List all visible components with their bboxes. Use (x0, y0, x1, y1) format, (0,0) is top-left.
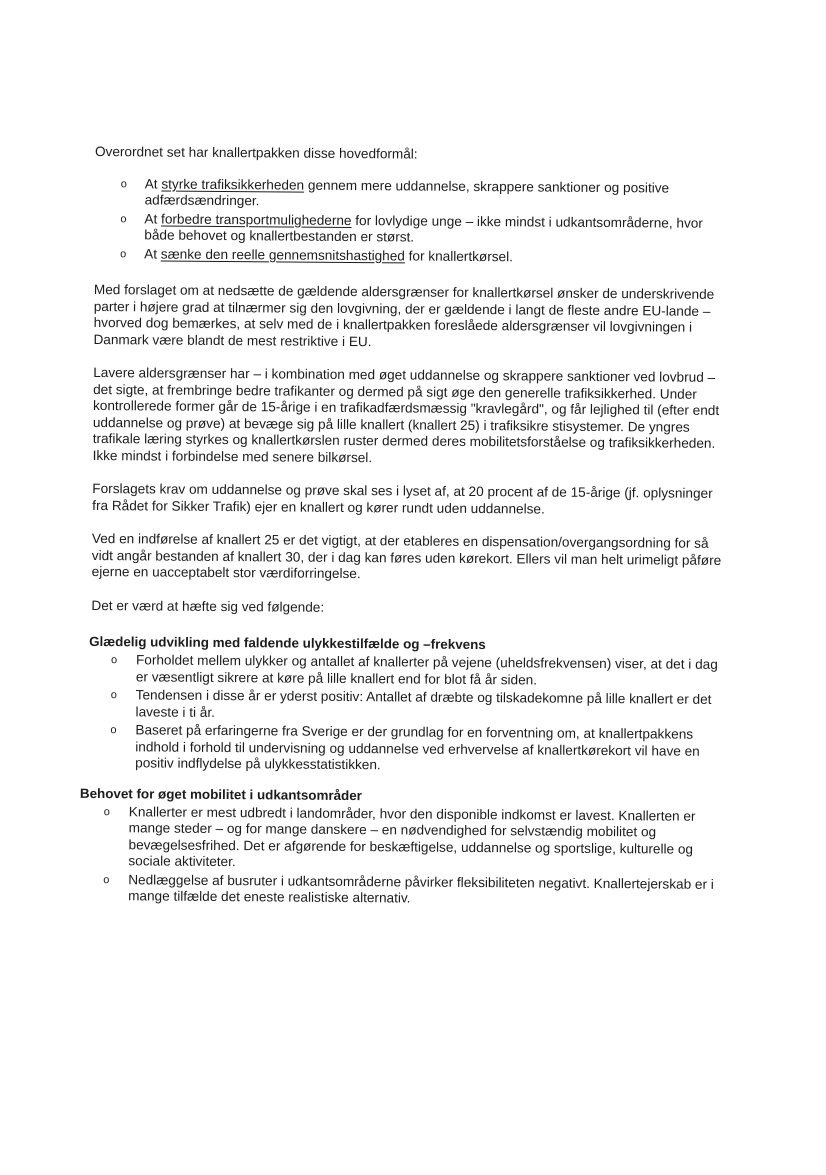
goal-emphasis: styrke trafiksikkerheden (161, 176, 305, 193)
paragraph: Med forslaget om at nedsætte de gældende aldersgrænser for knallertkørsel ønsker de underskrivende parter i højere grad at tilnærmer sig den lovgivning, der er gældende i langt de fleste andre EU-lande – hvorved dog bemærkes, at selv med de i knallertpakken foreslåede aldersgrænser vil lovgivningen i Danmark være blandt de mest restriktive i EU. (93, 281, 715, 349)
bullet-icon: o (120, 247, 127, 260)
bullet-icon: o (103, 805, 110, 818)
section-heading: Behovet for øget mobilitet i udkantsområder (79, 785, 362, 803)
goal-item: o At styrke trafiksikkerheden gennem mere uddannelse, skrappere sanktioner og positive adfærdsændringer. (120, 175, 670, 209)
bullet-icon: o (103, 873, 110, 886)
section-list (103, 804, 726, 910)
goals-list (120, 176, 731, 267)
list-item: o Baseret på erfaringerne fra Sverige er der grundlag for en forventning om, at knallertpakkens indhold i forhold til undervisning og uddannelse ved erhvervelse af knallertkørekort vil have en positiv indflydelse på ulykkesstatistikken. (110, 722, 700, 773)
paragraph: Forslagets krav om uddannelse og prøve skal ses i lyset af, at 20 procent af de 15-årige (jf. oplysninger fra Rådet for Sikker Trafik) ejer en knallert og kører rundt uden uddannelse. (92, 480, 713, 517)
goal-item: o At forbedre transportmulighederne for lovlydige unge – ikke mindst i udkantsområderne, hvor både behovet og knallertbestanden er størst. (120, 210, 703, 245)
paragraph: Det er værd at hæfte sig ved følgende: (91, 597, 325, 615)
paragraph: Ved en indførelse af knallert 25 er det vigtigt, at der etableres en dispensation/overgangsordning for så vidt angår bestanden af knallert 30, der i dag kan føres uden kørekort. Ellers vil man helt urimeligt påføre ejerne en uacceptabelt stor værdiforringelse. (91, 530, 722, 582)
goal-emphasis: forbedre transportmulighederne (161, 211, 352, 228)
bullet-icon: o (110, 724, 117, 737)
list-item: o Forholdet mellem ulykker og antallet af knallerter på vejene (uheldsfrekvensen) viser, at det i dag er væsentligt sikrere at køre på lille knallert end for blot få år siden. (110, 652, 718, 687)
list-item: o Tendensen i disse år er yderst positiv: Antallet af dræbte og tilskadekomne på lille knallert er det laveste i ti år. (110, 687, 712, 720)
intro-text: Overordnet set har knallertpakken disse hovedformål: (94, 144, 418, 162)
bullet-icon: o (120, 212, 127, 225)
bullet-icon: o (110, 689, 117, 702)
paragraph: Lavere aldersgrænser har – i kombination med øget uddannelse og skrappere sanktioner ved lovbrud – det sigte, at frembringe bedre trafikanter og dermed på sigt øge den generelle trafiksikkerhed. Under kontrollerede former går de 15-årige i en trafikadfærdsmæssig "kravlegård", og får lejlighed til (efter endt uddannelse og prøve) at bevæge sig på lille knallert (knallert 25) i trafiksikre stisystemer. De yngres trafikale læring styrkes og knallertkørslen ruster dermed deres mobilitetsforståelse og trafiksikkerheden. Ikke mindst i forbindelse med senere bilkørsel. (92, 364, 720, 465)
list-item: o Nedlæggelse af busruter i udkantsområderne påvirker fleksibiliteten negativt. Knallertejerskab er i mange tilfælde det eneste realistiske alternativ. (103, 871, 714, 906)
bullet-icon: o (110, 654, 118, 667)
list-item: o Knallerter er mest udbredt i landområder, hvor den disponible indkomst er lavest. Knallerten er mange steder – og for mange danskere – en nødvendighed for selvstændig mobilitet og bevægelsesfrihed. Det er afgørende for beskæftigelse, uddannelse og sportslige, kulturelle og sociale aktiviteter. (103, 803, 696, 870)
goal-emphasis: sænke den reelle gennemsnitshastighed (160, 246, 405, 263)
section-list (110, 652, 727, 776)
goal-item: o At sænke den reelle gennemsnitshastighed for knallertkørsel. (120, 245, 513, 264)
bullet-icon: o (120, 177, 127, 190)
section-heading: Glædelig udvikling med faldende ulykkestilfælde og –frekvens (89, 633, 486, 653)
